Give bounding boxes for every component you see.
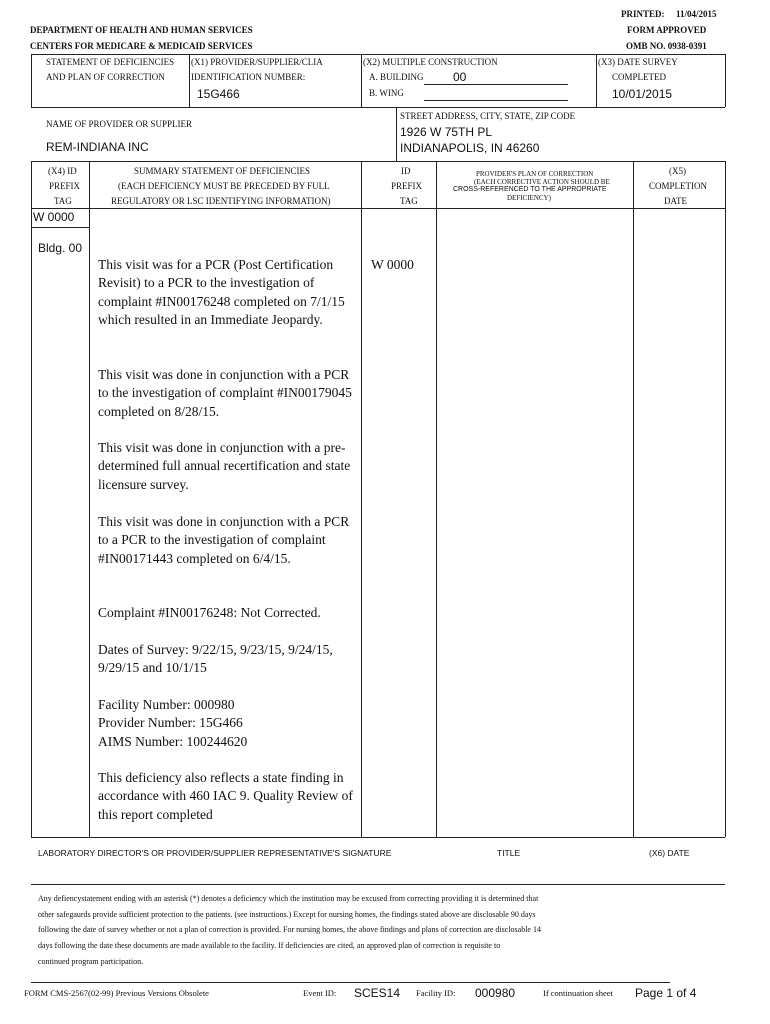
form-approved-label: FORM APPROVED [627, 25, 707, 35]
aims-number: AIMS Number: 100244620 [98, 734, 248, 749]
id-prefix-header: PREFIX [391, 181, 423, 191]
plan-subheader-3: DEFICIENCY) [507, 194, 551, 202]
provider-name-label: NAME OF PROVIDER OR SUPPLIER [46, 119, 193, 129]
title-label: TITLE [497, 848, 521, 858]
disclaimer-line: days following the date these documents are made available to the facility. If deficiencies are cited, an approved plan of correction is requisite to [38, 941, 501, 950]
agency-name: CENTERS FOR MEDICARE & MEDICAID SERVICES [30, 41, 253, 51]
x1-id-label: IDENTIFICATION NUMBER: [191, 72, 306, 82]
event-id-label: Event ID: [303, 988, 337, 998]
top-box-border [31, 54, 725, 55]
provider-id-value: 15G466 [197, 87, 240, 101]
building-label: A. BUILDING [369, 72, 424, 82]
completed-label: COMPLETED [612, 72, 666, 82]
page-number: Page 1 of 4 [635, 986, 697, 1000]
facility-id-value: 000980 [475, 986, 516, 1000]
building-tag: Bldg. 00 [38, 241, 83, 255]
completion-header: COMPLETION [649, 181, 707, 191]
left-tag: W 0000 [33, 210, 75, 224]
summary-header: SUMMARY STATEMENT OF DEFICIENCIES [134, 166, 311, 176]
x2-label: (X2) MULTIPLE CONSTRUCTION [363, 57, 498, 67]
printed-label: PRINTED: [621, 9, 665, 19]
department-name: DEPARTMENT OF HEALTH AND HUMAN SERVICES [30, 25, 253, 35]
x4-tag-header: TAG [54, 196, 72, 206]
disclaimer-line: other safegaurds provide sufficient protection to the patients. (see instructions.) Except for nursing homes, the findings stated above are disclosable 90 days [38, 910, 536, 919]
x3-label: (X3) DATE SURVEY [598, 57, 678, 67]
deficiency-paragraph: This visit was done in conjunction with a PCR to the investigation of complaint #IN00179045 completed on 8/28/15. [98, 367, 352, 419]
disclaimer-line: Any defiencystatement ending with an asterisk (*) denotes a deficiency which the institution may be excused from correcting providing it is determined that [38, 894, 539, 903]
x4-prefix-header: PREFIX [49, 181, 81, 191]
provider-name-value: REM-INDIANA INC [46, 140, 149, 154]
facility-id-label: Facility ID: [416, 988, 456, 998]
disclaimer-line: continued program participation. [38, 957, 144, 966]
deficiency-paragraph: This visit was done in conjunction with a PCR to a PCR to the investigation of complaint #IN00171443 completed on 6/4/15. [98, 514, 350, 566]
signature-label: LABORATORY DIRECTOR'S OR PROVIDER/SUPPLIER REPRESENTATIVE'S SIGNATURE [38, 848, 392, 858]
deficiency-paragraph: Complaint #IN00176248: Not Corrected. [98, 605, 321, 620]
address-city: INDIANAPOLIS, IN 46260 [400, 141, 540, 155]
id-tag-header: TAG [400, 196, 418, 206]
omb-number: OMB NO. 0938-0391 [626, 41, 707, 51]
disclaimer-line: following the date of survey whether or not a plan of correction is provided. For nursing homes, the above findings and plans of correction are disclosable 14 [38, 925, 541, 934]
x6-date-label: (X6) DATE [649, 848, 690, 858]
provider-number: Provider Number: 15G466 [98, 715, 243, 730]
statement-label: STATEMENT OF DEFICIENCIES [46, 57, 175, 67]
plan-subheader-2: CROSS-REFERENCED TO THE APPROPRIATE [453, 186, 607, 193]
building-value: 00 [453, 70, 467, 84]
x1-label: (X1) PROVIDER/SUPPLIER/CLIA [191, 57, 323, 67]
summary-subheader: (EACH DEFICIENCY MUST BE PRECEDED BY FULL [118, 181, 330, 191]
deficiency-paragraph: This visit was for a PCR (Post Certification Revisit) to a PCR to the investigation of complaint #IN00176248 completed on 7/1/15 which resulted in an Immediate Jeopardy. [98, 257, 345, 328]
x4-id-header: (X4) ID [48, 166, 77, 176]
address-label: STREET ADDRESS, CITY, STATE, ZIP CODE [400, 111, 576, 121]
printed-date: 11/04/2015 [676, 9, 717, 19]
plan-header: PROVIDER'S PLAN OF CORRECTION [476, 170, 594, 178]
wing-label: B. WING [369, 88, 404, 98]
deficiency-paragraph: This visit was done in conjunction with a pre-determined full annual recertification and state licensure survey. [98, 440, 351, 492]
survey-date-value: 10/01/2015 [612, 87, 673, 101]
deficiency-paragraph: Dates of Survey: 9/22/15, 9/23/15, 9/24/15, 9/29/15 and 10/1/15 [98, 642, 333, 676]
id-header: ID [401, 166, 411, 176]
event-id-value: SCES14 [354, 986, 401, 1000]
deficiency-paragraph: This deficiency also reflects a state finding in accordance with 460 IAC 9. Quality Review of this report completed [98, 770, 353, 822]
continuation-label: If continuation sheet [543, 988, 613, 998]
form-identifier: FORM CMS-2567(02-99) Previous Versions Obsolete [24, 988, 209, 998]
x5-header: (X5) [669, 166, 686, 176]
address-street: 1926 W 75TH PL [400, 125, 493, 139]
plan-label: AND PLAN OF CORRECTION [46, 72, 165, 82]
date-header: DATE [664, 196, 687, 206]
summary-subheader-2: REGULATORY OR LSC IDENTIFYING INFORMATION) [111, 196, 331, 206]
plan-subheader-1: (EACH CORRECTIVE ACTION SHOULD BE [474, 178, 610, 186]
right-tag: W 0000 [371, 257, 414, 272]
facility-number: Facility Number: 000980 [98, 697, 235, 712]
